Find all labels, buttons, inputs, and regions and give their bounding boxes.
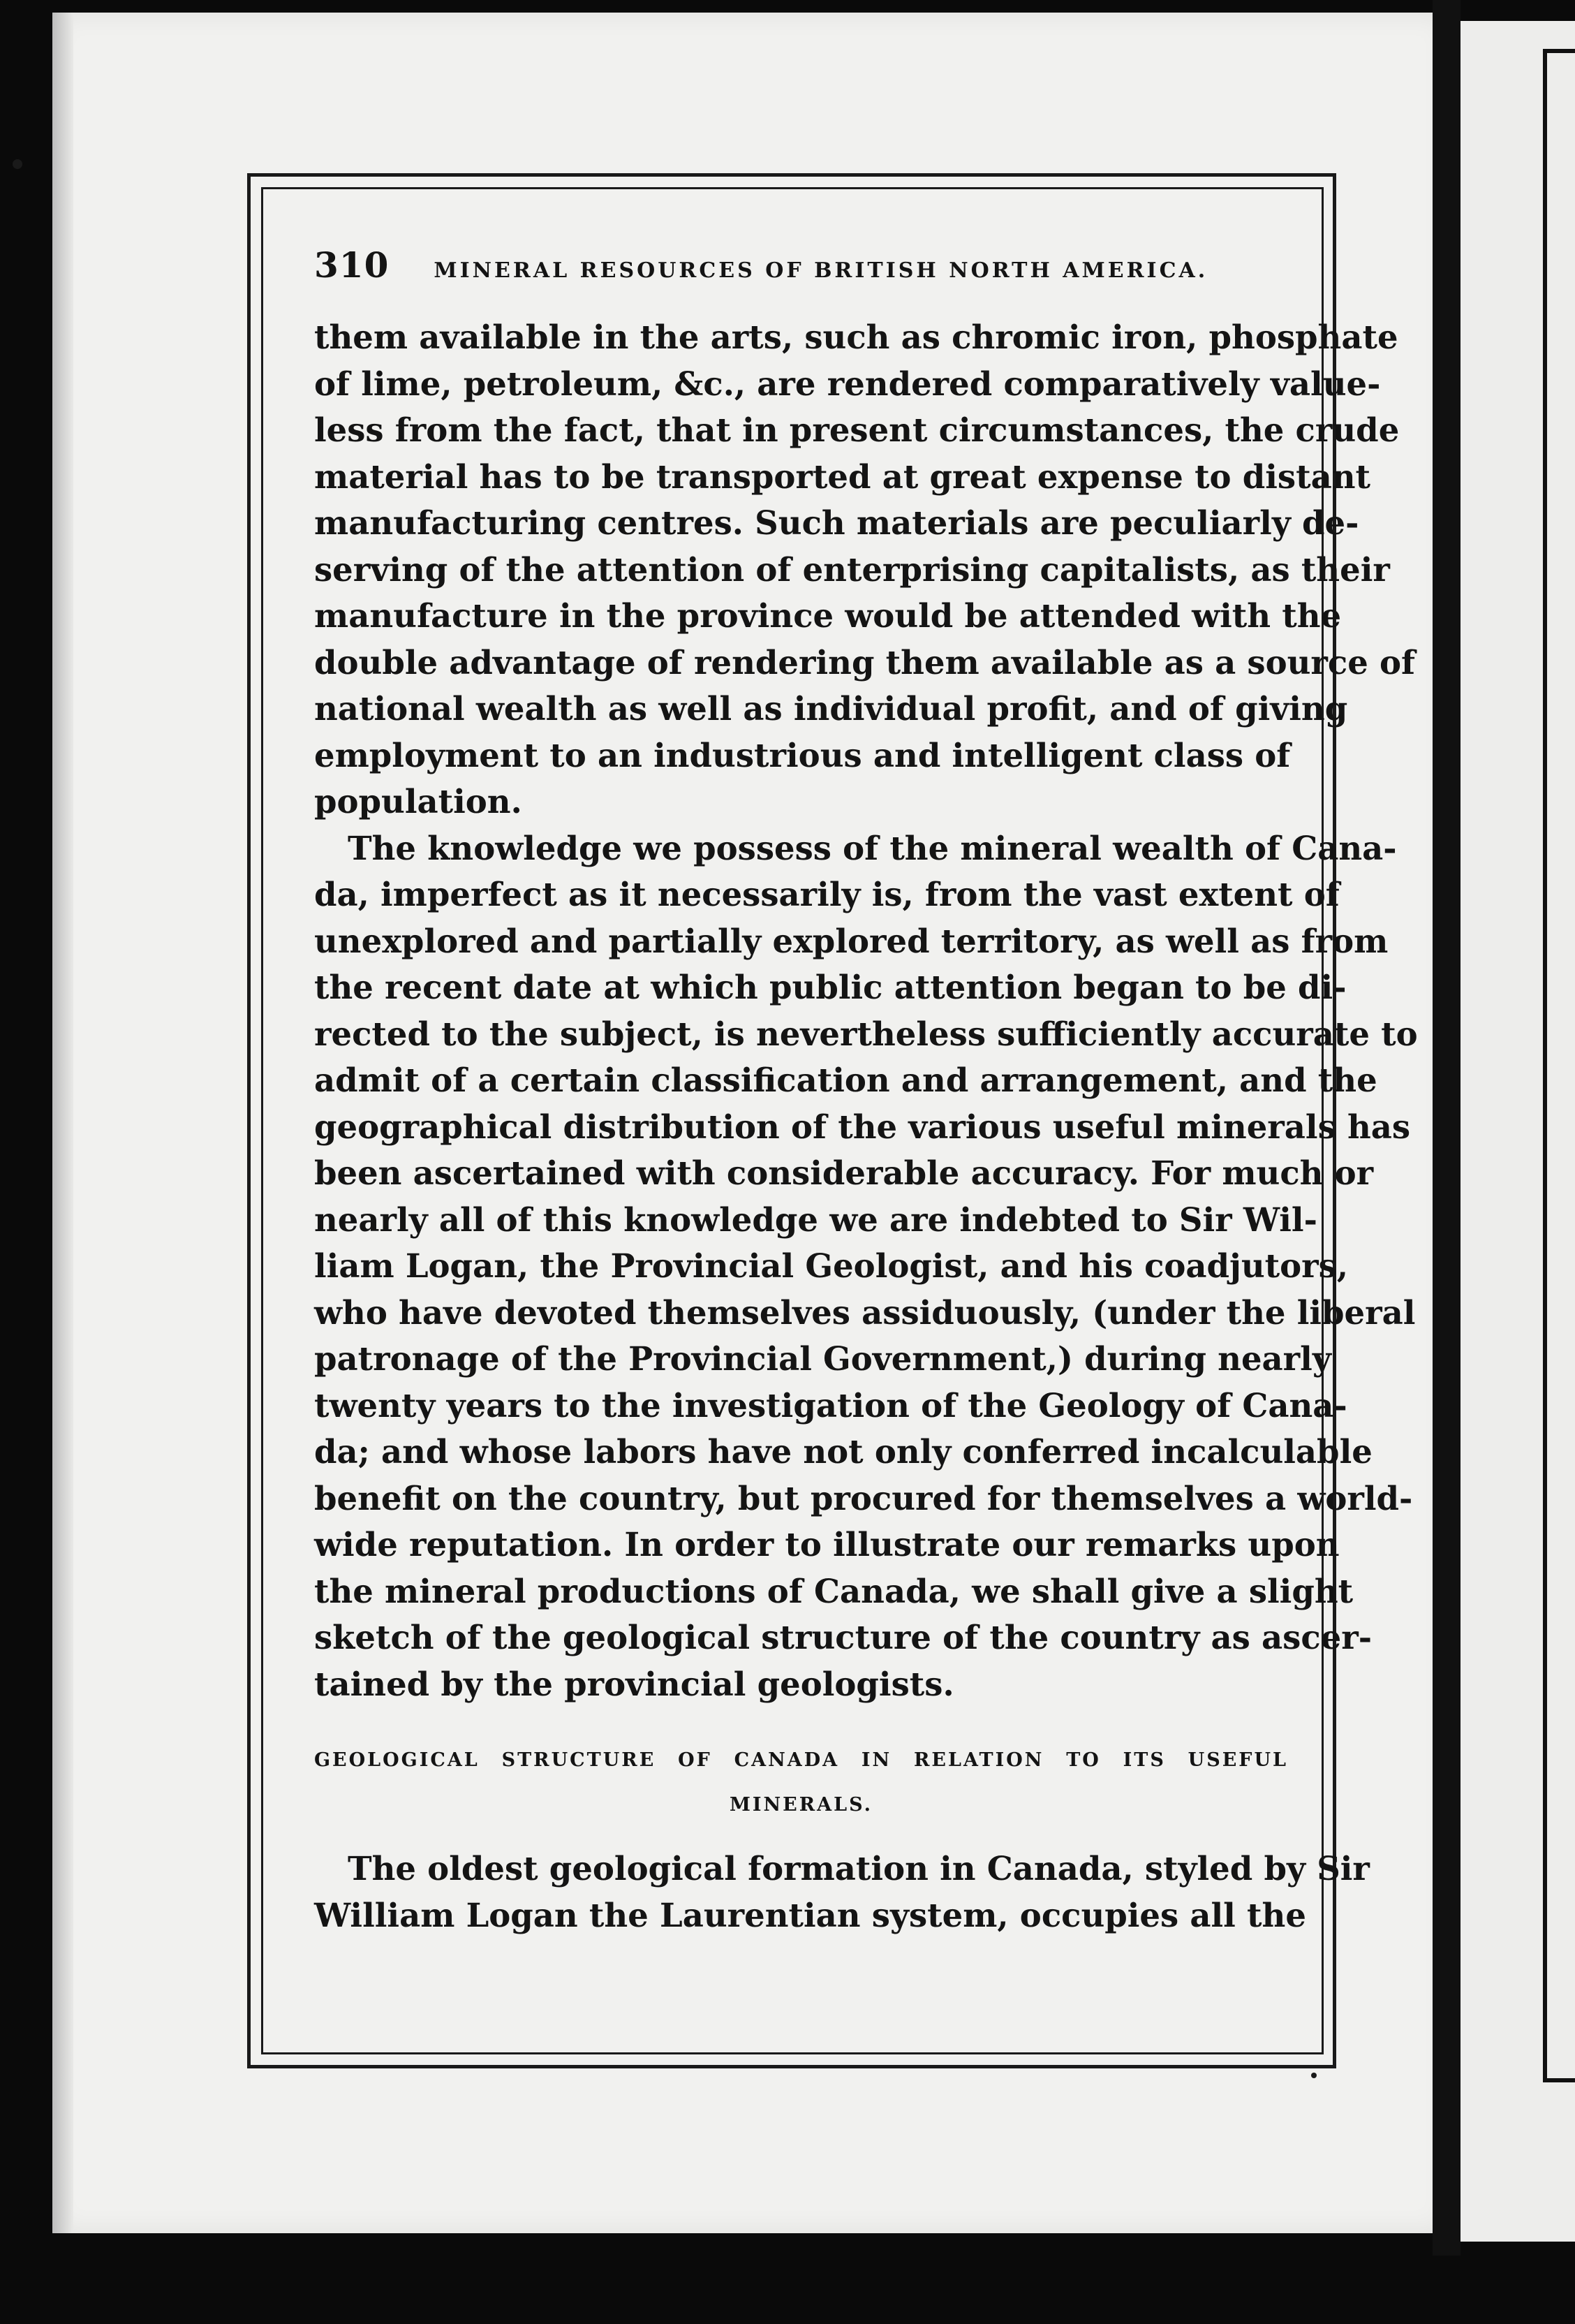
text-line: The oldest geological formation in Canada, styled by Sir [348, 1849, 1370, 1888]
text-line: unexplored and partially explored territory, as well as from [314, 921, 1389, 960]
text-line: da; and whose labors have not only conferred incalculable [314, 1432, 1373, 1471]
text-line: sketch of the geological structure of the country as ascer- [314, 1618, 1373, 1656]
text-line: been ascertained with considerable accuracy. For much or [314, 1154, 1374, 1192]
running-head [314, 244, 1288, 307]
text-line-indented [314, 1846, 1370, 1892]
text-line: patronage of the Provincial Government,) during nearly [314, 1339, 1331, 1378]
running-title: MINERAL RESOURCES OF BRITISH NORTH AMERICA. [434, 258, 1208, 283]
text-line: employment to an industrious and intelligent class of [314, 735, 1291, 774]
text-line: the mineral productions of Canada, we shall give a slight [314, 1571, 1354, 1610]
ink-speck [1311, 2073, 1317, 2078]
text-line-indented [314, 825, 1397, 872]
facing-page-frame [1543, 49, 1575, 2082]
text-line: manufacturing centres. Such materials are peculiarly de- [314, 503, 1359, 542]
text-line: rected to the subject, is nevertheless sufficiently accurate to [314, 1014, 1418, 1053]
text-line: them available in the arts, such as chromic iron, phosphate [314, 318, 1398, 356]
text-line: da, imperfect as it necessarily is, from the vast extent of [314, 875, 1340, 913]
section-heading [314, 1738, 1288, 1827]
text-line: benefit on the country, but procured for themselves a world- [314, 1478, 1413, 1517]
text-line: William Logan the Laurentian system, occupies all the [314, 1895, 1306, 1934]
page-content [314, 244, 1418, 1939]
book-gutter [1433, 0, 1461, 2256]
text-line: national wealth as well as individual profit, and of giving [314, 689, 1348, 728]
text-line: wide reputation. In order to illustrate our remarks upon [314, 1525, 1340, 1564]
section-heading-line: GEOLOGICAL STRUCTURE OF CANADA IN RELATION TO ITS USEFUL [314, 1749, 1288, 1771]
text-line: material has to be transported at great expense to distant [314, 457, 1370, 496]
page-left-edge [52, 13, 73, 2233]
text-line: serving of the attention of enterprising capitalists, as their [314, 550, 1390, 589]
text-line: of lime, petroleum, &c., are rendered comparatively value- [314, 364, 1381, 403]
paragraph-3 [314, 1846, 1370, 1939]
paragraph-1 [314, 314, 1416, 825]
text-line: the recent date at which public attention began to be di- [314, 968, 1347, 1006]
text-line: The knowledge we possess of the mineral wealth of Cana- [348, 828, 1397, 867]
text-line: twenty years to the investigation of the Geology of Cana- [314, 1385, 1347, 1425]
text-line: admit of a certain classification and arrangement, and the [314, 1061, 1377, 1099]
text-line: manufacture in the province would be attended with the [314, 596, 1342, 635]
paragraph-2 [314, 825, 1418, 1708]
section-heading-line: MINERALS. [729, 1794, 873, 1816]
text-line: tained by the provincial geologists. [314, 1664, 954, 1703]
text-line: double advantage of rendering them available as a source of [314, 642, 1416, 682]
text-line: population. [314, 782, 522, 821]
text-line: nearly all of this knowledge we are indebted to Sir Wil- [314, 1200, 1317, 1239]
text-line: less from the fact, that in present circumstances, the crude [314, 411, 1400, 449]
ink-speck [13, 159, 22, 169]
text-line: geographical distribution of the various useful minerals has [314, 1107, 1411, 1146]
text-line: who have devoted themselves assiduously, (under the liberal [314, 1293, 1416, 1332]
text-line: liam Logan, the Provincial Geologist, and his coadjutors, [314, 1246, 1349, 1285]
page-number: 310 [314, 244, 390, 286]
